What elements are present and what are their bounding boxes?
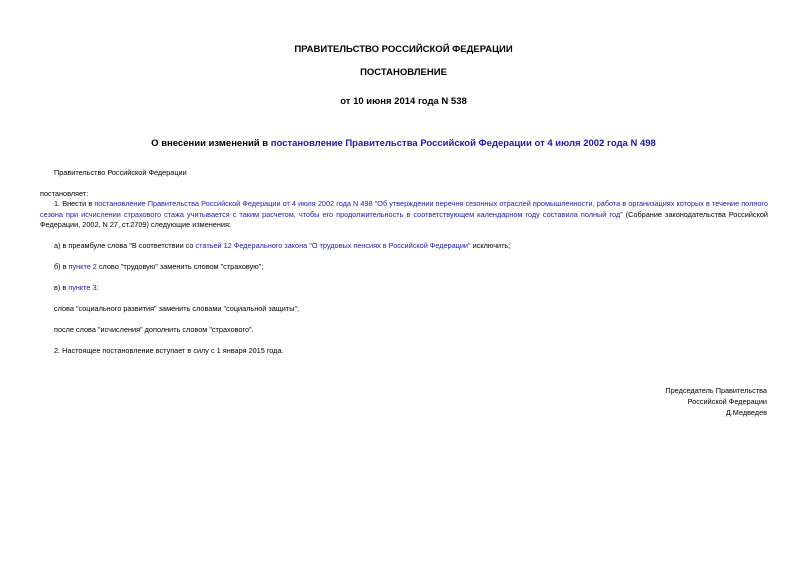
item-c-link[interactable]: пункте 3 xyxy=(68,283,97,292)
item-b-prefix: б) в xyxy=(54,262,69,271)
item-c-suffix: : xyxy=(96,283,99,292)
item-2: 2. Настоящее постановление вступает в силу с 1 января 2015 года. xyxy=(54,346,284,355)
date-number: от 10 июня 2014 года N 538 xyxy=(340,96,467,107)
government-heading: ПРАВИТЕЛЬСТВО РОССИЙСКОЙ ФЕДЕРАЦИИ xyxy=(294,44,513,55)
document-type: ПОСТАНОВЛЕНИЕ xyxy=(360,67,447,78)
document-title xyxy=(0,138,807,149)
item-c xyxy=(54,283,99,294)
signature-name: Д.Медведев xyxy=(725,408,767,417)
resolves: постановляет: xyxy=(40,189,89,198)
item-c1: слова "социального развития" заменить словами "социальной защиты"; xyxy=(54,304,300,313)
signature-position: Председатель Правительства xyxy=(665,386,767,395)
item1-link[interactable]: постановление Правительства Российской Федерации от 4 июля 2002 года N 498 "Об утверждении перечня сезонных отраслей промышленности, работа в организациях которых в течение полного сезона при исчислении страхового стажа учитывается с таким расчетом, чтобы его продолжительность в соответствующем календарном году составила полный год" xyxy=(40,199,768,219)
item-c2: после слова "исчисления" дополнить словом "страхового". xyxy=(54,325,254,334)
item-a-prefix: а) в преамбуле слова "В соответствии со xyxy=(54,241,196,250)
item-a xyxy=(54,241,510,252)
item-a-suffix: исключить; xyxy=(470,241,511,250)
item-b-suffix: слово "трудовую" заменить словом "страховую"; xyxy=(96,262,264,271)
title-prefix: О внесении изменений в xyxy=(151,138,271,149)
item-1 xyxy=(40,199,768,231)
item1-suffix: (Собрание законодательства Российской Федерации, 2002, N 27, ст.2709) следующие изменения: xyxy=(40,209,768,229)
signature-country: Российской Федерации xyxy=(687,397,767,406)
item-b xyxy=(54,262,263,273)
item-a-link[interactable]: статьей 12 Федерального закона "О трудовых пенсиях в Российской Федерации" xyxy=(195,241,471,250)
item-b-link[interactable]: пункте 2 xyxy=(68,262,97,271)
title-link[interactable]: постановление Правительства Российской Федерации от 4 июля 2002 года N 498 xyxy=(270,138,656,149)
item-c-prefix: в) в xyxy=(54,283,69,292)
issuer: Правительство Российской Федерации xyxy=(54,168,187,177)
item1-prefix: 1. Внести в xyxy=(54,199,95,208)
